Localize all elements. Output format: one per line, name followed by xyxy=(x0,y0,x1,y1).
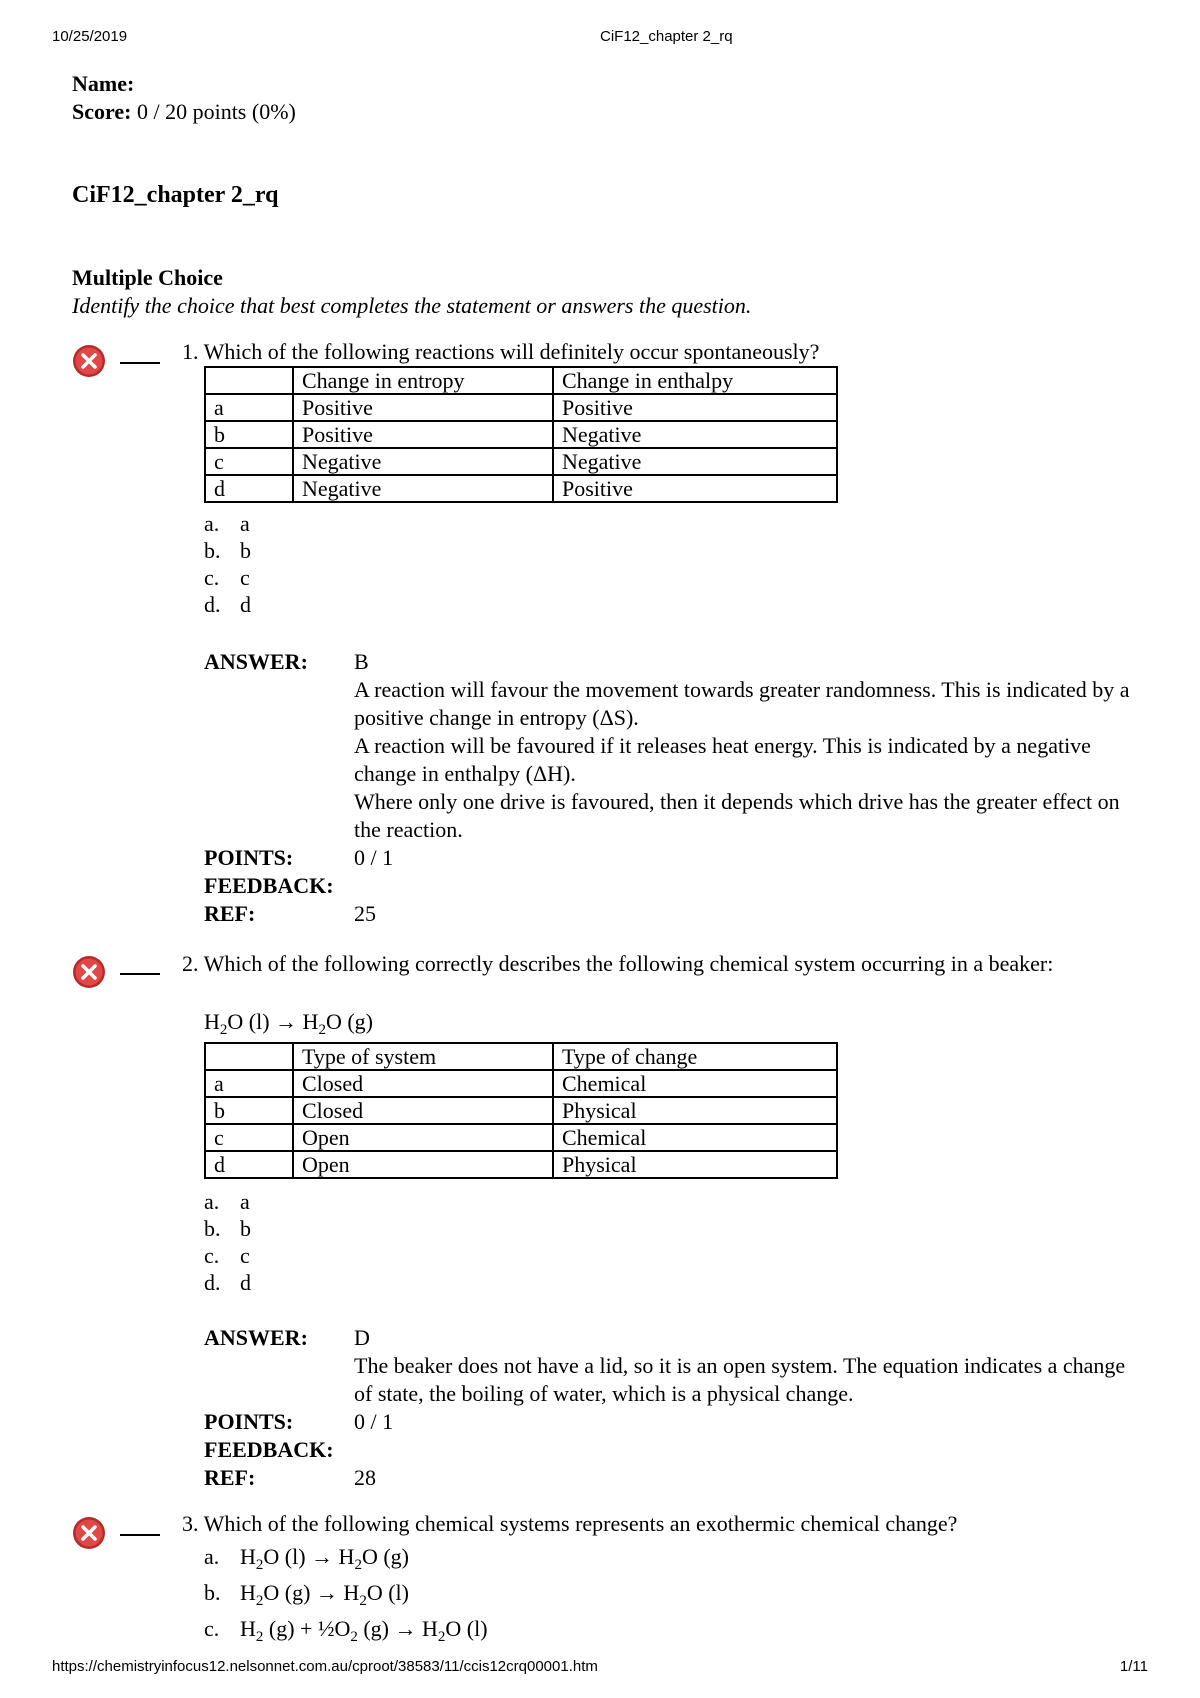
question-number: 3. xyxy=(182,1511,199,1536)
option-a: a. a xyxy=(204,1189,250,1214)
question-2-equation: $H_2O$ $(l) \to H_2O$ (g) xyxy=(204,1009,373,1038)
doc-title: CiF12_chapter 2_rq xyxy=(72,182,279,208)
option-d: d. d xyxy=(204,1270,251,1295)
table-cell: c xyxy=(205,448,293,475)
section-instruction: Identify the choice that best completes the statement or answers the question. xyxy=(72,293,752,318)
table-cell: Physical xyxy=(553,1097,837,1124)
question-number: 2. xyxy=(182,951,199,976)
question-2-table xyxy=(204,1042,838,1179)
score-value: 0 / 20 points (0%) xyxy=(136,99,296,124)
table-row xyxy=(205,1151,837,1178)
points-label: POINTS: xyxy=(204,1409,294,1434)
incorrect-x-icon xyxy=(72,955,106,989)
incorrect-x-icon xyxy=(72,1516,106,1550)
explanation-line: Where only one drive is favoured, then it depends which drive has the greater effect on the reaction. xyxy=(354,789,1120,842)
option-c: c. c xyxy=(204,1243,250,1268)
table-cell: b xyxy=(205,1097,293,1124)
points-label: POINTS: xyxy=(204,845,294,870)
option-b: b. b xyxy=(204,1216,251,1241)
student-info xyxy=(72,70,296,126)
answer-blank xyxy=(120,362,160,364)
table-cell: Negative xyxy=(553,448,837,475)
table-cell: Physical xyxy=(553,1151,837,1178)
table-cell: Change in enthalpy xyxy=(553,367,837,394)
feedback-label: FEEDBACK: xyxy=(204,873,334,898)
question-1-table xyxy=(204,366,838,503)
choice-c: c. $H_2$ $(g) + \frac{1}{2}O_2$ $(g) \to H_2O$ (l) xyxy=(204,1616,488,1645)
ref-value: 28 xyxy=(354,1465,376,1490)
choice-b: b. $H_2O$ $(g) \to H_2O$ (l) xyxy=(204,1580,409,1609)
table-cell: Positive xyxy=(293,394,553,421)
option-a: a. a xyxy=(204,511,250,536)
answer-label: ANSWER: xyxy=(204,1325,308,1350)
table-cell: Negative xyxy=(553,421,837,448)
table-row xyxy=(205,421,837,448)
question-number: 1. xyxy=(182,339,199,364)
score-label: Score: xyxy=(72,99,132,124)
answer-value: D The beaker does not have a lid, so it is an open system. The equation indicates a change of state, the boiling of water, which is a physical change. xyxy=(354,1324,1134,1408)
print-title: CiF12_chapter 2_rq xyxy=(600,28,733,45)
page-number: 1/11 xyxy=(1119,1658,1148,1675)
explanation-line: A reaction will favour the movement towards greater randomness. This is indicated by a positive change in entropy (ΔS). xyxy=(354,677,1130,730)
choice-a: a. $H_2O$ $(l) \to H_2O$ (g) xyxy=(204,1544,409,1573)
points-value: 0 / 1 xyxy=(354,1409,394,1434)
answer-blank xyxy=(120,1534,160,1536)
question-3-choices xyxy=(204,1542,488,1644)
answer-blank xyxy=(120,973,160,975)
table-header-row xyxy=(205,1043,837,1070)
feedback-label: FEEDBACK: xyxy=(204,1437,334,1462)
table-cell: Negative xyxy=(293,448,553,475)
explanation-line: A reaction will be favoured if it releases heat energy. This is indicated by a negative change in enthalpy (ΔH). xyxy=(354,733,1091,786)
table-cell: Open xyxy=(293,1124,553,1151)
table-cell: b xyxy=(205,421,293,448)
table-cell: Closed xyxy=(293,1097,553,1124)
table-row xyxy=(205,394,837,421)
table-cell xyxy=(205,367,293,394)
question-prompt: Which of the following reactions will definitely occur spontaneously? xyxy=(203,339,820,364)
answer-label: ANSWER: xyxy=(204,649,308,674)
table-cell xyxy=(205,1043,293,1070)
table-cell: a xyxy=(205,394,293,421)
table-cell: Type of change xyxy=(553,1043,837,1070)
ref-label: REF: xyxy=(204,1465,256,1490)
incorrect-x-icon xyxy=(72,344,106,378)
section-header xyxy=(72,264,751,320)
table-cell: Negative xyxy=(293,475,553,502)
table-cell: Positive xyxy=(293,421,553,448)
ref-label: REF: xyxy=(204,901,256,926)
answer-value: B A reaction will favour the movement towards greater randomness. This is indicated by a positive change in entropy (ΔS). A reaction will be favoured if it releases heat energy. This is indicated by a negative change in enthalpy (ΔH). Where only one drive is favoured, then it depends which drive has the greater effect on the reaction. xyxy=(354,648,1134,844)
table-cell: Positive xyxy=(553,394,837,421)
table-row xyxy=(205,475,837,502)
section-heading: Multiple Choice xyxy=(72,265,223,290)
question-2-text xyxy=(182,950,1082,978)
table-row xyxy=(205,1124,837,1151)
name-label: Name: xyxy=(72,71,135,96)
table-cell: Chemical xyxy=(553,1070,837,1097)
table-cell: Chemical xyxy=(553,1124,837,1151)
table-cell: Type of system xyxy=(293,1043,553,1070)
question-1-text xyxy=(182,338,819,366)
print-url: https://chemistryinfocus12.nelsonnet.com.au/cproot/38583/11/ccis12crq00001.htm xyxy=(52,1658,598,1675)
table-cell: d xyxy=(205,475,293,502)
table-cell: Change in entropy xyxy=(293,367,553,394)
question-prompt: Which of the following correctly describes the following chemical system occurring in a beaker: xyxy=(203,951,1054,976)
question-3-text xyxy=(182,1510,957,1538)
table-cell: Closed xyxy=(293,1070,553,1097)
option-c: c. c xyxy=(204,565,250,590)
table-row xyxy=(205,448,837,475)
table-cell: d xyxy=(205,1151,293,1178)
table-header-row xyxy=(205,367,837,394)
points-value: 0 / 1 xyxy=(354,845,394,870)
table-row xyxy=(205,1070,837,1097)
question-2-options xyxy=(204,1188,251,1296)
table-cell: c xyxy=(205,1124,293,1151)
table-cell: Positive xyxy=(553,475,837,502)
table-cell: Open xyxy=(293,1151,553,1178)
print-date: 10/25/2019 xyxy=(52,28,128,45)
table-row xyxy=(205,1097,837,1124)
ref-value: 25 xyxy=(354,901,376,926)
option-b: b. b xyxy=(204,538,251,563)
question-1-options xyxy=(204,510,251,618)
option-d: d. d xyxy=(204,592,251,617)
table-cell: a xyxy=(205,1070,293,1097)
explanation-line: The beaker does not have a lid, so it is an open system. The equation indicates a change of state, the boiling of water, which is a physical change. xyxy=(354,1353,1126,1406)
question-prompt: Which of the following chemical systems represents an exothermic chemical change? xyxy=(203,1511,958,1536)
